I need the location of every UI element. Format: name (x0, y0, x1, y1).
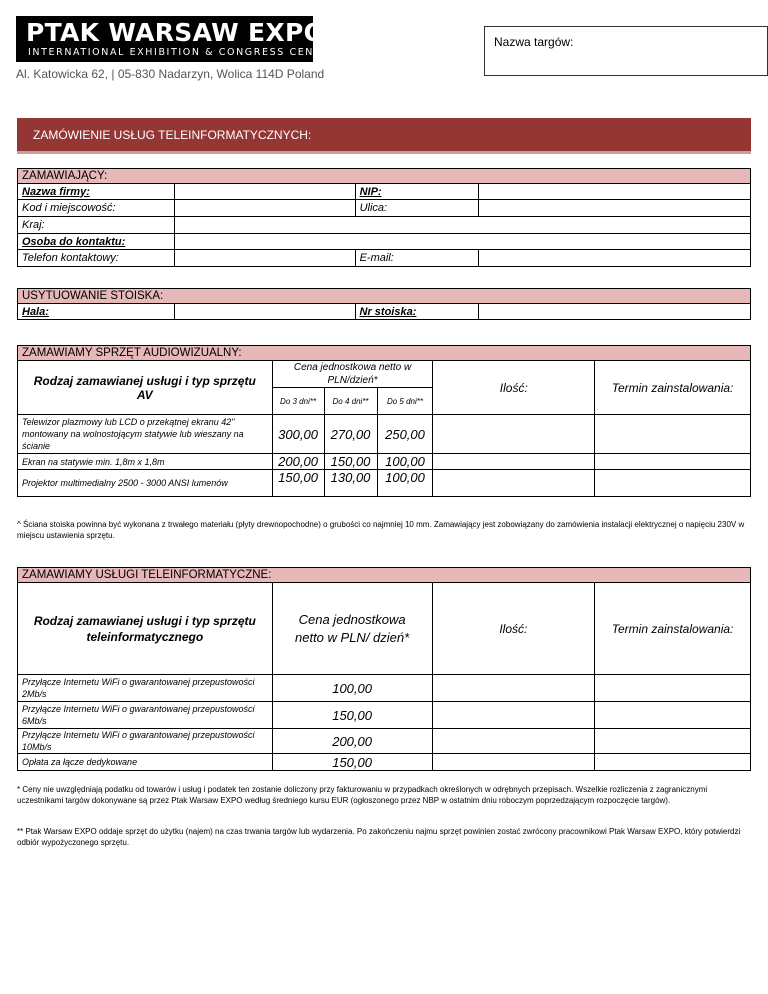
postal-city-input[interactable] (174, 200, 355, 217)
it-date-input[interactable] (595, 675, 751, 702)
stand-no-input[interactable] (479, 304, 751, 320)
av-col-d4: Do 4 dni** (324, 388, 377, 415)
it-row-name: Przyłącze Internetu WiFi o gwarantowanej przepustowości 2Mb/s (18, 675, 273, 702)
email-label: E-mail: (355, 250, 479, 267)
it-qty-input[interactable] (432, 729, 595, 754)
it-title: ZAMAWIAMY USŁUGI TELEINFORMATYCZNE: (18, 568, 751, 583)
av-qty-input[interactable] (433, 415, 595, 454)
order-title-banner (17, 118, 751, 154)
av-qty-input[interactable] (433, 454, 595, 470)
hall-input[interactable] (174, 304, 355, 320)
contact-input[interactable] (174, 234, 750, 250)
av-price-4: 130,00 (324, 470, 377, 497)
stand-no-label: Nr stoiska: (355, 304, 479, 320)
av-date-input[interactable] (595, 470, 751, 497)
it-col-price: Cena jednostkowa netto w PLN/ dzień* (272, 583, 432, 675)
stand-table (17, 288, 751, 320)
table-row (18, 702, 751, 729)
street-label: Ulica: (355, 200, 479, 217)
it-qty-input[interactable] (432, 702, 595, 729)
table-row (18, 675, 751, 702)
it-date-input[interactable] (595, 754, 751, 771)
it-col-qty: Ilość: (432, 583, 595, 675)
av-price-3: 150,00 (272, 470, 324, 497)
stand-title: USYTUOWANIE STOISKA: (18, 289, 751, 304)
it-row-name: Przyłącze Internetu WiFi o gwarantowanej przepustowości 10Mb/s (18, 729, 273, 754)
email-input[interactable] (479, 250, 751, 267)
av-row-name: Ekran na statywie min. 1,8m x 1,8m (18, 454, 273, 470)
av-price-4: 270,00 (324, 415, 377, 454)
hall-label: Hala: (18, 304, 175, 320)
av-price-3: 300,00 (272, 415, 324, 454)
av-col-qty: Ilość: (433, 361, 595, 415)
av-price-3: 200,00 (272, 454, 324, 470)
it-row-name: Opłata za łącze dedykowane (18, 754, 273, 771)
country-input[interactable] (174, 217, 750, 234)
table-row (18, 470, 751, 497)
av-col-type: Rodzaj zamawianej usługi i typ sprzętu AV (18, 361, 273, 415)
nip-input[interactable] (479, 184, 751, 200)
av-price-5: 100,00 (377, 470, 433, 497)
fair-name-field[interactable] (484, 26, 768, 76)
av-qty-input[interactable] (433, 470, 595, 497)
fair-name-label: Nazwa targów: (494, 35, 574, 49)
orderer-title: ZAMAWIAJĄCY: (18, 169, 751, 184)
av-row-name: Telewizor plazmowy lub LCD o przekątnej ekranu 42" montowany na wolnostojącym statywie lub wieszany na ścianie (18, 415, 273, 454)
postal-city-label: Kod i miejscowość: (18, 200, 175, 217)
phone-label: Telefon kontaktowy: (18, 250, 175, 267)
orderer-table (17, 168, 751, 267)
it-date-input[interactable] (595, 729, 751, 754)
av-title: ZAMAWIAMY SPRZĘT AUDIOWIZUALNY: (18, 346, 751, 361)
av-date-input[interactable] (595, 454, 751, 470)
av-table (17, 345, 751, 497)
it-price: 200,00 (272, 729, 432, 754)
av-col-price: Cena jednostkowa netto w PLN/dzień* (272, 361, 433, 388)
nip-label: NIP: (355, 184, 479, 200)
it-table (17, 567, 751, 771)
company-label: Nazwa firmy: (18, 184, 175, 200)
contact-label: Osoba do kontaktu: (18, 234, 175, 250)
av-row-name: Projektor multimedialny 2500 - 3000 ANSI lumenów (18, 470, 273, 497)
it-qty-input[interactable] (432, 754, 595, 771)
table-row (18, 415, 751, 454)
it-col-date: Termin zainstalowania: (595, 583, 751, 675)
order-title: ZAMÓWIENIE USŁUG TELEINFORMATYCZNYCH: (33, 128, 312, 142)
it-price: 100,00 (272, 675, 432, 702)
table-row (18, 754, 751, 771)
it-date-input[interactable] (595, 702, 751, 729)
footnote-one: * Ceny nie uwzględniają podatku od towarów i usług i podatek ten zostanie doliczony przy fakturowaniu w przypadkach określonych w odrębnych przepisach. Wszelkie rozliczenia z zagranicznymi uczestnikami targów dokonywane są przez Ptak Warsaw EXPO według średniego kursu EUR (ogłoszonego przez NBP w ostatnim dniu roboczym poprzedzającym rozpoczęcie targów). (17, 785, 708, 805)
address: Al. Katowicka 62, | 05-830 Nadarzyn, Wolica 114D Poland (16, 67, 325, 81)
table-row (18, 729, 751, 754)
av-price-5: 250,00 (377, 415, 433, 454)
company-input[interactable] (174, 184, 355, 200)
table-row (18, 454, 751, 470)
logo-main-text: PTAK WARSAW EXPO (26, 18, 326, 47)
it-row-name: Przyłącze Internetu WiFi o gwarantowanej przepustowości 6Mb/s (18, 702, 273, 729)
country-label: Kraj: (18, 217, 175, 234)
it-price: 150,00 (272, 754, 432, 771)
av-col-date: Termin zainstalowania: (595, 361, 751, 415)
it-qty-input[interactable] (432, 675, 595, 702)
it-col-type: Rodzaj zamawianej usługi i typ sprzętu teleinformatycznego (18, 583, 273, 675)
logo-sub-text: INTERNATIONAL EXHIBITION & CONGRESS CENTRE (28, 47, 338, 58)
it-price: 150,00 (272, 702, 432, 729)
av-date-input[interactable] (595, 415, 751, 454)
logo (16, 16, 338, 62)
av-price-5: 100,00 (377, 454, 433, 470)
av-price-4: 150,00 (324, 454, 377, 470)
street-input[interactable] (479, 200, 751, 217)
av-col-d5: Do 5 dni** (377, 388, 433, 415)
av-note: ^ Ściana stoiska powinna być wykonana z trwałego materiału (płyty drewnopochodne) o grubości co najmniej 10 mm. Zamawiający jest zobowiązany do zamówienia instalacji elektrycznej o napięciu 230V w miejscu ustawienia sprzętu. (17, 520, 745, 540)
footnote-two: ** Ptak Warsaw EXPO oddaje sprzęt do użytku (najem) na czas trwania targów lub wydarzenia. Po zakończeniu najmu sprzęt powinien zostać zwrócony pracownikowi Ptak Warsaw EXPO, który potwierdzi odbiór wypożyczonego sprzętu. (17, 827, 741, 847)
av-col-d3: Do 3 dni** (272, 388, 324, 415)
phone-input[interactable] (174, 250, 355, 267)
